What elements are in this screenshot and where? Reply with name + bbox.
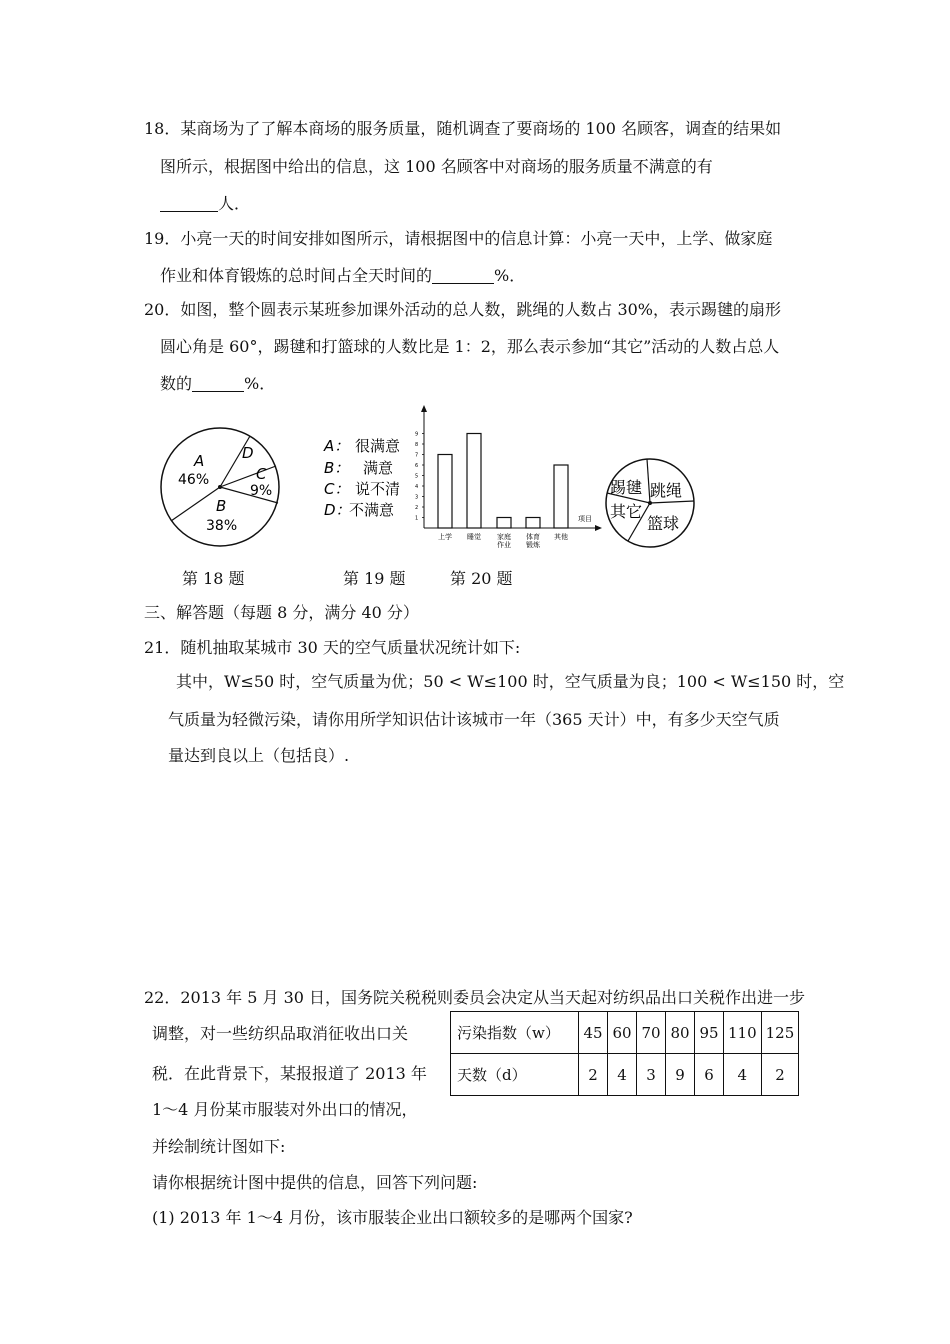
q20-line-1: 20．如图，整个圆表示某班参加课外活动的总人数，跳绳的人数占 30%，表示踢毽的扇形	[144, 300, 782, 319]
q21-line-4: 量达到良以上（包括良）.	[168, 746, 350, 765]
table-cell: 80	[666, 1012, 695, 1054]
row-label-index: 污染指数（w）	[451, 1012, 579, 1054]
legend-text-a: 很满意	[355, 437, 401, 455]
q20-prefix: 数的	[160, 374, 193, 393]
x-category-label: 体育	[526, 533, 540, 541]
q19-line-2	[160, 266, 525, 286]
x-axis-arrow	[595, 525, 602, 531]
bar-5	[554, 465, 568, 528]
table-cell: 2	[579, 1054, 608, 1096]
q18-line-1: 18．某商场为了了解本商场的服务质量，随机调查了要商场的 100 名顾客，调查的结果如	[144, 119, 782, 138]
y-tick-label: 1	[415, 515, 419, 522]
table-cell: 4	[724, 1054, 762, 1096]
q21-line-2: 其中，W≤50 时，空气质量为优；50 < W≤100 时，空气质量为良；100 < W≤150 时，空	[176, 672, 845, 691]
section-3-heading: 三、解答题（每题 8 分，满分 40 分）	[144, 603, 419, 622]
q19-prefix: 作业和体育锻炼的总时间占全天时间的	[160, 266, 433, 285]
answer-blank-20	[192, 375, 244, 392]
legend-text-d: 不满意	[349, 501, 395, 519]
table-row-index	[451, 1012, 799, 1054]
legend-key-b: B：	[324, 459, 350, 477]
table-row-days	[451, 1054, 799, 1096]
pie18-center	[218, 485, 222, 489]
y-tick-label: 7	[415, 452, 419, 459]
y-tick-label: 9	[415, 431, 419, 438]
pie18-pct-b: 38%	[206, 518, 238, 534]
q19-line-1: 19．小亮一天的时间安排如图所示，请根据图中的信息计算：小亮一天中，上学、做家庭	[144, 229, 773, 248]
x-category-label: 作业	[497, 541, 511, 549]
table-cell: 60	[608, 1012, 637, 1054]
bar-1	[438, 455, 452, 529]
table-cell: 125	[761, 1012, 799, 1054]
pie20-center	[648, 501, 652, 505]
q18-line-2: 图所示，根据图中给出的信息，这 100 名顾客中对商场的服务质量不满意的有	[160, 157, 713, 176]
fig20-pie	[606, 459, 694, 547]
bar-3	[497, 518, 511, 529]
table-cell: 6	[695, 1054, 724, 1096]
legend-key-d: D：	[324, 501, 351, 519]
y-tick-label: 2	[415, 505, 419, 511]
figures-area	[150, 400, 710, 560]
pie20-label-qita: 其它	[610, 502, 643, 521]
q21-line-3: 气质量为轻微污染，请你用所学知识估计该城市一年（365 天计）中，有多少天空气质	[168, 710, 780, 729]
caption-fig19: 第 19 题	[343, 569, 406, 588]
q18-suffix: 人．	[218, 194, 251, 213]
answer-blank-18	[160, 195, 218, 212]
q22-line-3: 税．在此背景下，某报报道了 2013 年	[152, 1064, 427, 1083]
legend-key-a: A：	[324, 437, 350, 455]
caption-fig18: 第 18 题	[182, 569, 245, 588]
pie18-label-a: A	[194, 452, 205, 470]
legend-key-c: C：	[324, 480, 350, 498]
row-label-days: 天数（d）	[451, 1054, 579, 1096]
q22-line-1: 22．2013 年 5 月 30 日，国务院关税税则委员会决定从当天起对纺织品出口关税作出进一步	[144, 988, 806, 1007]
y-tick-label: 4	[415, 484, 419, 490]
q22-line-2: 调整，对一些纺织品取消征收出口关	[152, 1024, 409, 1043]
answer-blank-19	[432, 267, 494, 284]
x-axis-title: 项目	[578, 515, 592, 523]
q19-suffix: %．	[494, 266, 526, 285]
x-category-label: 其他	[554, 533, 568, 541]
table-cell: 4	[608, 1054, 637, 1096]
table-cell: 9	[666, 1054, 695, 1096]
pie20-label-tijian: 踢毽	[610, 478, 643, 497]
x-category-label: 上学	[438, 533, 452, 541]
table-cell: 95	[695, 1012, 724, 1054]
q20-line-3	[160, 374, 275, 394]
pie18-label-b: B	[216, 497, 227, 515]
legend-text-b: 满意	[363, 459, 394, 477]
y-tick-label: 6	[415, 463, 419, 469]
pie18-label-c: C	[256, 465, 267, 483]
y-tick-label: 5	[415, 473, 419, 480]
q21-line-1: 21．随机抽取某城市 30 天的空气质量状况统计如下:	[144, 638, 521, 657]
table-cell: 45	[579, 1012, 608, 1054]
q22-line-4: 1～4 月份某市服装对外出口的情况，	[152, 1100, 418, 1119]
y-axis-arrow	[421, 405, 427, 412]
pie18-radius-ba	[171, 487, 220, 521]
table-cell: 110	[724, 1012, 762, 1054]
x-category-label: 锻炼	[526, 541, 540, 549]
fig18-pie	[161, 428, 279, 546]
pollution-table	[450, 1011, 799, 1096]
x-category-label: 睡觉	[467, 533, 481, 541]
bar-4	[526, 518, 540, 529]
q18-line-3	[160, 194, 250, 214]
y-tick-label: 8	[415, 442, 419, 448]
fig18-legend	[323, 437, 400, 519]
pie18-pct-a: 46%	[178, 472, 210, 488]
caption-fig20: 第 20 题	[450, 569, 513, 588]
q22-line-7: (1) 2013 年 1～4 月份，该市服装企业出口额较多的是哪两个国家?	[152, 1208, 633, 1227]
q20-suffix: %．	[244, 374, 276, 393]
pie18-pct-c: 9%	[250, 483, 273, 499]
table-cell: 3	[637, 1054, 666, 1096]
x-category-label: 家庭	[497, 533, 511, 541]
q20-line-2: 圆心角是 60°，踢毽和打篮球的人数比是 1：2，那么表示参加“其它”活动的人数占总人	[160, 337, 780, 356]
bar-2	[467, 434, 481, 529]
legend-text-c: 说不清	[355, 480, 401, 498]
fig19-bar-chart	[415, 405, 602, 549]
pie20-radius-right	[650, 501, 694, 503]
y-tick-label: 3	[415, 494, 419, 501]
q22-line-5: 并绘制统计图如下:	[152, 1137, 286, 1156]
pie20-label-lanqiu: 篮球	[647, 514, 680, 533]
table-cell: 70	[637, 1012, 666, 1054]
pie18-label-d: D	[242, 444, 254, 462]
table-cell: 2	[761, 1054, 799, 1096]
pie20-label-tiaosheng: 跳绳	[650, 481, 683, 500]
q22-line-6: 请你根据统计图中提供的信息，回答下列问题:	[152, 1173, 478, 1192]
